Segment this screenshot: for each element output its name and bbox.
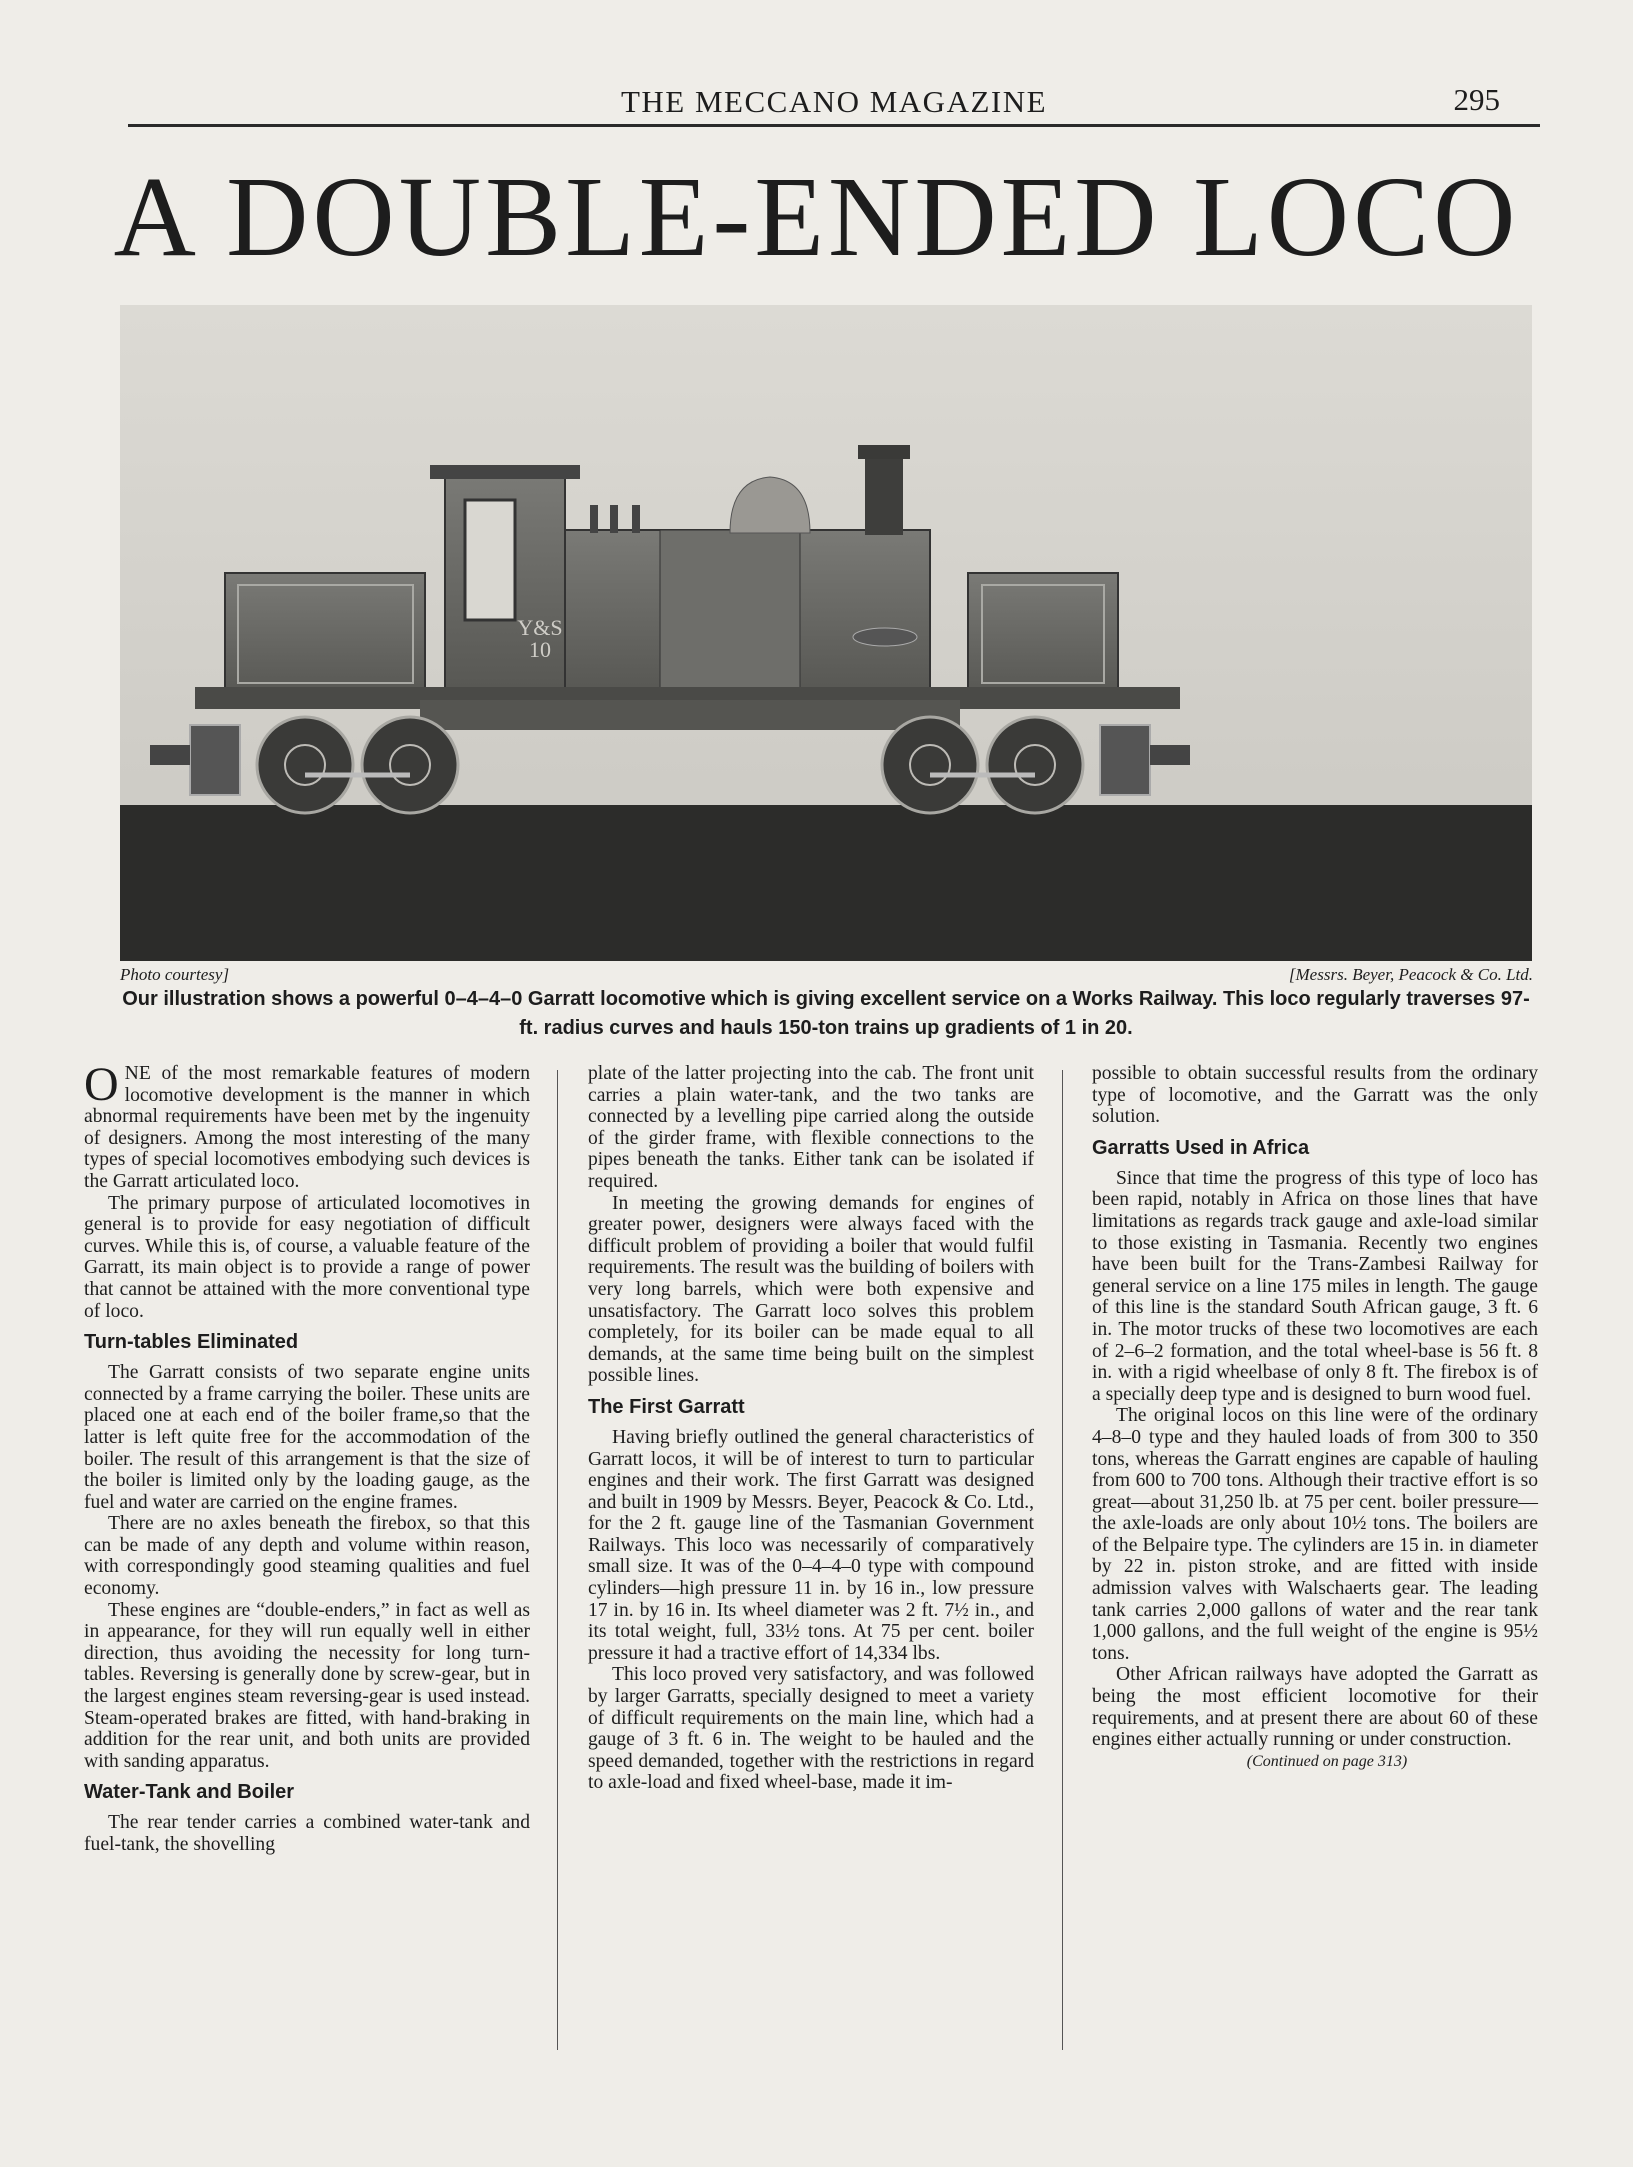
locomotive-photo — [120, 305, 1532, 961]
photo-credit-right: [Messrs. Beyer, Peacock & Co. Ltd. — [1288, 965, 1533, 984]
section-heading: Garratts Used in Africa — [1092, 1136, 1310, 1159]
paragraph: The rear tender carries a combined water-tank and fuel-tank, the shovelling — [84, 1812, 530, 1855]
paragraph: Other African railways have adopted the Garratt as being the most efficient locomotive for their requirements, and at present there are about 60 of these engines either actually running or under construction. — [1092, 1664, 1538, 1751]
drop-cap: O — [84, 1058, 119, 1111]
paragraph: The primary purpose of articulated locomotives in general is to provide for easy negotiation of difficult curves. While this is, of course, a valuable feature of the Garratt, its main object is to provide a range of power that cannot be attained with the more conventional type of loco. — [84, 1192, 530, 1322]
locomotive-illustration — [120, 305, 1532, 961]
paragraph: These engines are “double-enders,” in fact as well as in appearance, for they will run equally well in either direction, thus avoiding the necessity for long turn-tables. Reversing is generally done by screw-gear, but in the largest engines steam reversing-gear is used instead. Steam-operated brakes are fitted, with hand-braking in addition for the rear unit, and both units are provided with sanding apparatus. — [84, 1599, 530, 1772]
cab-number-line1: Y&S — [517, 615, 563, 640]
paragraph: In meeting the growing demands for engines of greater power, designers were always faced with the difficult problem of providing a boiler that would fulfil requirements. The result was the building of boilers with very long barrels, which were both expensive and unsatisfactory. The Garratt loco solves this problem completely, for its boiler can be made equal to all demands, at the same time being built on the simplest possible lines. — [588, 1192, 1034, 1387]
ground-shadow — [120, 805, 1532, 961]
article-column-3 — [1092, 1063, 1538, 2063]
paragraph: Having briefly outlined the general characteristics of Garratt locos, it will be of interest to turn to particular engines and their work. The first Garratt was designed and built in 1909 by Messrs. Beyer, Peacock & Co. Ltd., for the 2 ft. gauge line of the Tasmanian Government Railways. This loco was necessarily of comparatively small size. It was of the 0–4–4–0 type with compound cylinders—high pressure 11 in. by 16 in., low pressure 17 in. by 16 in. Its wheel diameter was 2 ft. 7½ in., and its total weight, full, 33½ tons. At 75 per cent. boiler pressure it had a tractive effort of 14,334 lbs. — [588, 1426, 1034, 1664]
column-divider-2 — [1062, 1070, 1063, 2050]
cab-number-line2: 10 — [529, 637, 551, 662]
running-header — [128, 80, 1540, 127]
photo-credit-left: Photo courtesy] — [120, 965, 230, 984]
paragraph-text: NE of the most remarkable features of modern locomotive development is the manner in which abnormal requirements have been met by the ingenuity of designers. Among the most interesting of the many types of special locomotives embodying such devices is the Garratt articulated loco. — [84, 1063, 530, 1192]
paragraph: plate of the latter projecting into the cab. The front unit carries a plain water-tank, and the two tanks are connected by a levelling pipe carried along the outside of the girder frame, with flexible connections to the pipes beneath the tanks. Either tank can be isolated if required. — [588, 1063, 1034, 1192]
page-number: 295 — [1453, 82, 1500, 117]
section-heading: Water-Tank and Boiler — [84, 1781, 295, 1804]
paragraph: There are no axles beneath the firebox, so that this can be made of any depth and volume within reason, with correspondingly good steaming qualities and fuel economy. — [84, 1513, 530, 1600]
continued-note[interactable]: (Continued on page 313) — [1246, 1752, 1408, 1770]
section-heading: The First Garratt — [588, 1395, 745, 1418]
article-column-2 — [588, 1063, 1034, 2063]
photo-caption: Our illustration shows a powerful 0–4–4–0 Garratt locomotive which is giving excellent service on a Works Railway. This loco regularly traverses 97-ft. radius curves and hauls 150-ton trains up gradients of 1 in 20. — [122, 988, 1530, 1039]
paragraph: possible to obtain successful results from the ordinary type of locomotive, and the Garratt was the only solution. — [1092, 1063, 1538, 1128]
paragraph — [84, 1058, 530, 1193]
magazine-title: THE MECCANO MAGAZINE — [620, 84, 1048, 119]
article-headline: A DOUBLE-ENDED LOCO — [113, 153, 1520, 280]
column-divider-1 — [557, 1070, 558, 2050]
paragraph: Since that time the progress of this type of loco has been rapid, notably in Africa on those lines that have limitations as regards track gauge and axle-load similar to those existing in Tasmania. Recently two engines have been built for the Trans-Zambesi Railway for general service on a line 175 miles in length. The gauge of this line is the standard South African gauge, 3 ft. 6 in. The motor trucks of these two locomotives are each of 2–6–2 formation, and the total wheel-base is 56 ft. 8 in. with a rigid wheelbase of only 8 ft. The firebox is of a specially deep type and is designed to burn wood fuel. — [1092, 1167, 1538, 1405]
section-heading: Turn-tables Eliminated — [84, 1331, 299, 1354]
paragraph: The original locos on this line were of the ordinary 4–8–0 type and they hauled loads of from 300 to 350 tons, whereas the Garratt engines are capable of hauling from 600 to 700 tons. Although their tractive effort is so great—about 31,250 lb. at 75 per cent. boiler pressure—the axle-loads are only about 10½ tons. The boilers are of the Belpaire type. The cylinders are 15 in. in diameter by 22 in. piston stroke, and are fitted with inside admission valves with Walschaerts gear. The leading tank carries 2,000 gallons of water and the rear tank 1,000 gallons, and the full weight of the engine is 95½ tons. — [1092, 1405, 1538, 1664]
article-column-1 — [84, 1058, 530, 2063]
paragraph: This loco proved very satisfactory, and was followed by larger Garratts, specially designed to meet a variety of difficult requirements on the main line, which had a gauge of 3 ft. 6 in. The weight to be hauled and the speed demanded, together with the restrictions in regard to axle-load and fixed wheel-base, made it im- — [588, 1664, 1034, 1794]
paragraph: The Garratt consists of two separate engine units connected by a frame carrying the boiler. These units are placed one at each end of the boiler frame,so that the latter is left quite free for the accommodation of the boiler. The result of this arrangement is that the size of the boiler is limited only by the loading gauge, as the fuel and water are carried on the engine frames. — [84, 1362, 530, 1513]
